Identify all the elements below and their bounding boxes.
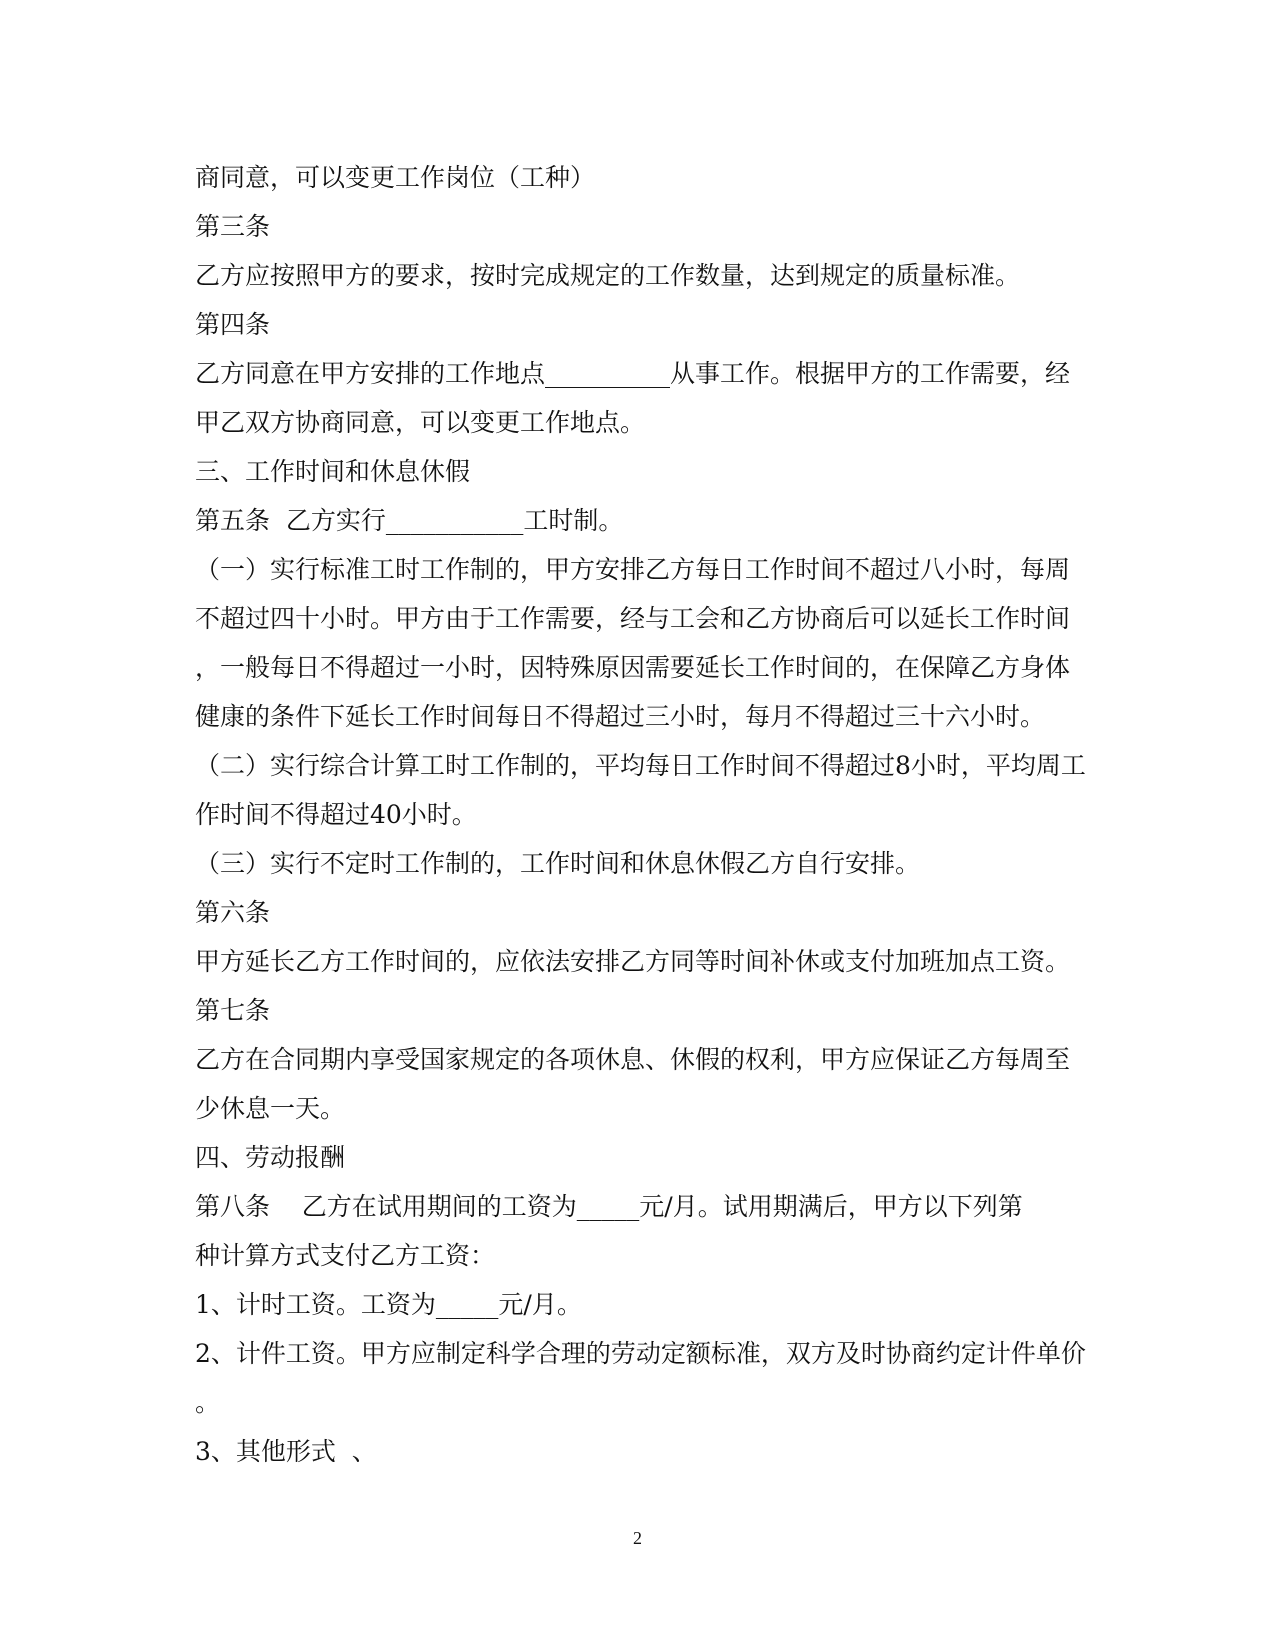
article-heading: 第六条: [195, 898, 271, 927]
page-number: 2: [633, 1528, 642, 1548]
text-line: 2、计件工资。甲方应制定科学合理的劳动定额标准，双方及时协商约定计件单价: [195, 1339, 1086, 1368]
text-line: 商同意，可以变更工作岗位（工种）: [195, 163, 596, 192]
document-body: [195, 153, 1095, 1476]
text-line: ，一般每日不得超过一小时，因特殊原因需要延长工作时间的，在保障乙方身体: [195, 653, 1071, 682]
text-line: 乙方应按照甲方的要求，按时完成规定的工作数量，达到规定的质量标准。: [195, 261, 1021, 290]
text-line: （三）实行不定时工作制的，工作时间和休息休假乙方自行安排。: [195, 849, 921, 878]
text-line: 。: [195, 1388, 221, 1417]
article-heading: 第七条: [195, 996, 271, 1025]
text-line: 少休息一天。: [195, 1094, 346, 1123]
text-line: 种计算方式支付乙方工资：: [195, 1241, 496, 1270]
text-line: 健康的条件下延长工作时间每日不得超过三小时，每月不得超过三十六小时。: [195, 702, 1046, 731]
article-heading: 第三条: [195, 212, 271, 241]
text-line: （二）实行综合计算工时工作制的，平均每日工作时间不得超过8小时，平均周工: [195, 751, 1086, 780]
article-heading: 第八条 乙方在试用期间的工资为_____元/月。试用期满后，甲方以下列第: [195, 1192, 1023, 1221]
text-line: 不超过四十小时。甲方由于工作需要，经与工会和乙方协商后可以延长工作时间: [195, 604, 1071, 633]
text-line: 3、其他形式 、: [195, 1437, 377, 1466]
text-line: 甲方延长乙方工作时间的，应依法安排乙方同等时间补休或支付加班加点工资。: [195, 947, 1071, 976]
text-line: 甲乙双方协商同意，可以变更工作地点。: [195, 408, 646, 437]
article-heading: 第五条 乙方实行___________工时制。: [195, 506, 624, 535]
section-heading: 四、劳动报酬: [195, 1143, 346, 1172]
text-line: 乙方在合同期内享受国家规定的各项休息、休假的权利，甲方应保证乙方每周至: [195, 1045, 1071, 1074]
text-line: 乙方同意在甲方安排的工作地点__________从事工作。根据甲方的工作需要，经: [195, 359, 1071, 388]
text-line: （一）实行标准工时工作制的，甲方安排乙方每日工作时间不超过八小时，每周: [195, 555, 1071, 584]
article-heading: 第四条: [195, 310, 271, 339]
section-heading: 三、工作时间和休息休假: [195, 457, 471, 486]
text-line: 作时间不得超过40小时。: [195, 800, 477, 829]
text-line: 1、计时工资。工资为_____元/月。: [195, 1290, 582, 1319]
